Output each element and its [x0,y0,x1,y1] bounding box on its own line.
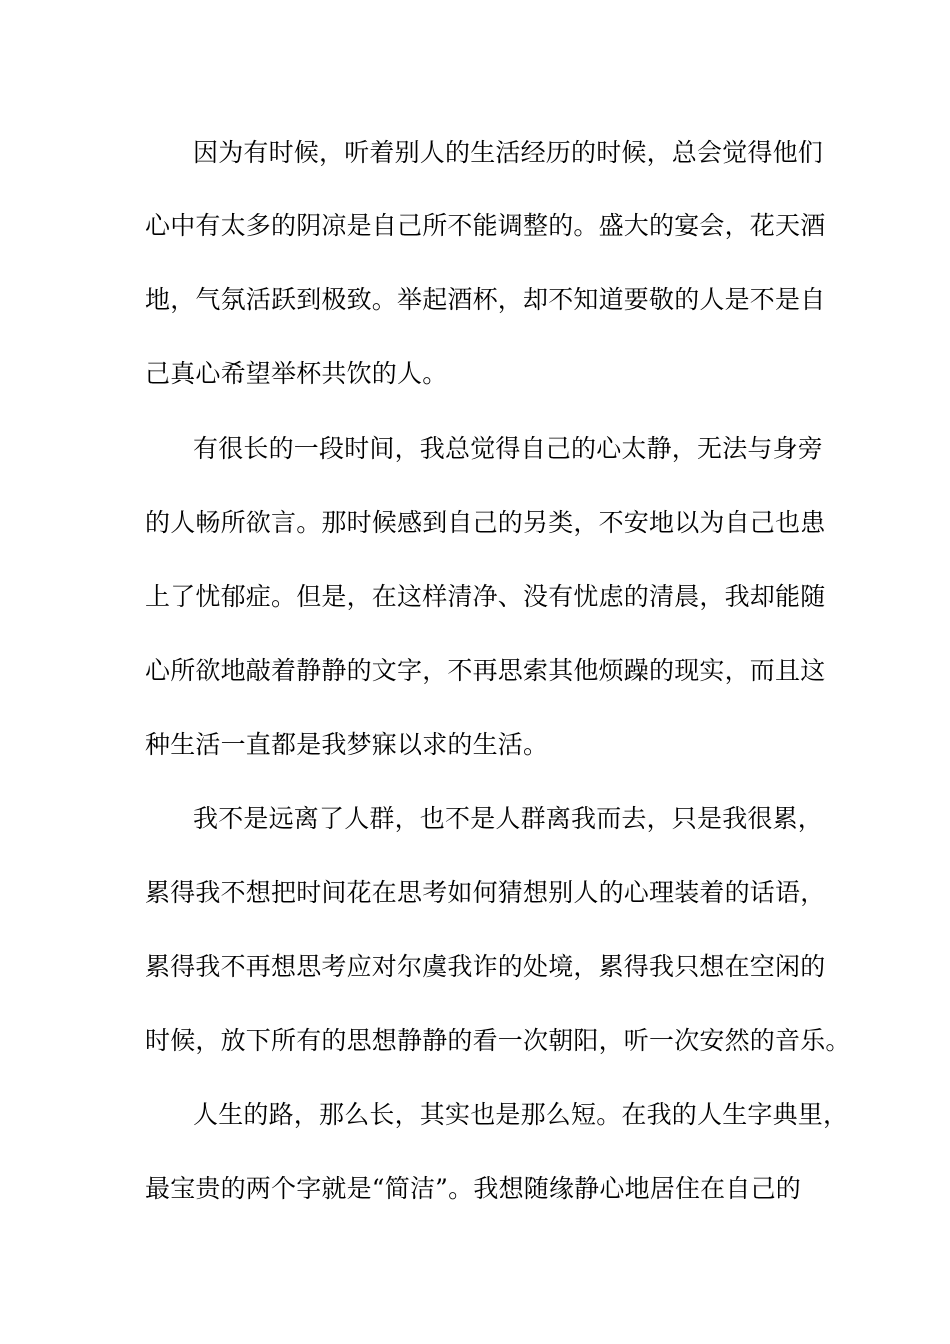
paragraph-1-line-3: 地，气氛活跃到极致。举起酒杯，却不知道要敬的人是不是自 [145,285,826,314]
paragraph-2-line-5: 种生活一直都是我梦寐以求的生活。 [145,730,549,759]
paragraph-2-line-2: 的人畅所欲言。那时候感到自己的另类，不安地以为自己也患 [145,508,826,537]
paragraph-3-line-4: 时候，放下所有的思想静静的看一次朝阳，听一次安然的音乐。 [145,1026,851,1055]
paragraph-2-line-3: 上了忧郁症。但是，在这样清净、没有忧虑的清晨，我却能随 [145,582,826,611]
paragraph-4-line-1: 人生的路，那么长，其实也是那么短。在我的人生字典里， [193,1100,849,1129]
paragraph-1-line-2: 心中有太多的阴凉是自己所不能调整的。盛大的宴会，花天酒 [145,211,826,240]
paragraph-3-line-3: 累得我不再想思考应对尔虞我诈的处境，累得我只想在空闲的 [145,952,826,981]
paragraph-1-line-1: 因为有时候，听着别人的生活经历的时候，总会觉得他们 [193,138,824,167]
paragraph-1-line-4: 己真心希望举杯共饮的人。 [145,359,448,388]
paragraph-2-line-4: 心所欲地敲着静静的文字，不再思索其他烦躁的现实，而且这 [145,656,826,685]
paragraph-3-line-2: 累得我不想把时间花在思考如何猜想别人的心理装着的话语， [145,878,826,907]
paragraph-2-line-1: 有很长的一段时间，我总觉得自己的心太静，无法与身旁 [193,434,824,463]
paragraph-4-line-2: 最宝贵的两个字就是“简洁”。我想随缘静心地居住在自己的 [145,1174,801,1203]
paragraph-3-line-1: 我不是远离了人群，也不是人群离我而去，只是我很累， [193,804,824,833]
